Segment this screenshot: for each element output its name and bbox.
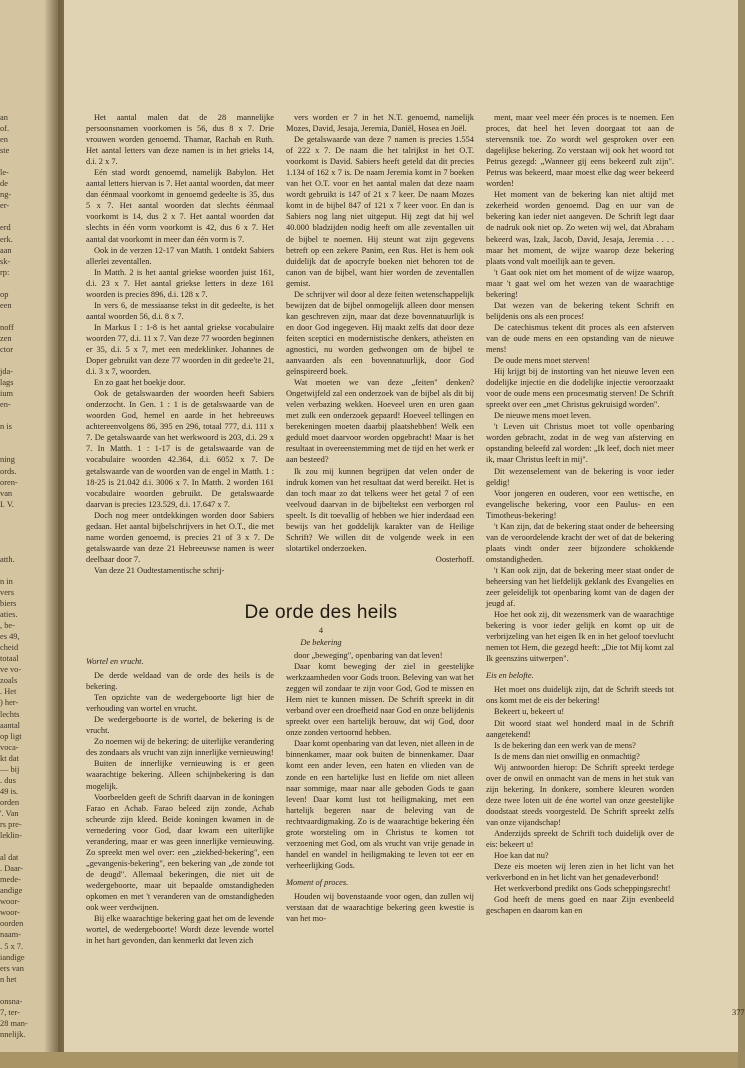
paragraph: Is de mens dan niet onwillig en onmachtig?	[494, 751, 640, 761]
paragraph: Bekeert u, bekeert u!	[494, 707, 565, 717]
paragraph: Ten opzichte van de wedergeboorte ligt hier de verhouding van wortel en vrucht.	[86, 693, 274, 714]
paragraph: Dit wezenselement van de bekering is voor ieder geldig!	[486, 466, 674, 487]
lower-column-1	[86, 650, 274, 946]
bottom-edge	[0, 1052, 738, 1068]
lower-column-2	[286, 650, 474, 924]
paragraph: In vers 6, de messiaanse tekst in dit gedeelte, is het aantal woorden 56, d.i. 8 x 7.	[86, 300, 274, 321]
paragraph: Ook de getalswaarden der woorden heeft Sabiers onderzocht. In Gen. 1 : 1 is de getalswaarde van de woorden God, hemel en aarde in het hebreeuws achtereenvolgens 86, 395 en 296, totaal 777, d.i. 111 x 7. De getalswaarde van het werkwoord is 203, d.i. 29 x 7. In Matth. 1 : 1-17 is de getalswaarde van de vocabulaire woorden 42.364, d.i. 6052 x 7. De getalswaarde van de woorden van de engel in Matth. 1 : 18-25 is 21.042 d.i. 3006 x 7. In Matth. 2 worden 161 vocabulaire woorden gebruikt. De getalswaarde daarvan is precies 123.529, d.i. 17.647 x 7.	[86, 389, 274, 509]
paragraph: In Matth. 2 is het aantal griekse woorden juist 161, d.i. 23 x 7. Het aantal griekse letters in deze 161 woorden is precies 896, d.i. 128 x 7.	[86, 267, 274, 299]
upper-column-1	[86, 112, 274, 576]
paragraph: Hij krijgt bij de instorting van het nieuwe leven een dodelijke injectie en die dodelijke injectie veroorzaakt voor de oude mens een procesmatig sterven! De Schrift spreekt over een „met Christus gekruisigd worden".	[486, 367, 674, 410]
paragraph: Doch nog meer ontdekkingen worden door Sabiers gedaan. Het aantal bijbelschrijvers in het O.T., die met name worden genoemd, is precies 21 of 3 x 7. De getalswaarde van deze 21 Hebreeuwse namen is weer deelbaar door 7.	[86, 510, 274, 564]
paragraph: In Markus I : 1-8 is het aantal griekse vocabulaire woorden 77, d.i. 11 x 7. Van deze 77 woorden beginnen er 35, d.i. 5 x 7, met een medeklinker. Johannes de Doper gebruikt van deze 77 woorden in dit gedee'te 21, d.i. 3 x 7, woorden.	[86, 322, 274, 377]
paragraph: De wedergeboorte is de wortel, de bekering is de vrucht.	[86, 715, 274, 736]
section-heading: Eis en belofte.	[486, 671, 534, 681]
section-heading: Moment of proces.	[286, 877, 349, 887]
upper-column-2	[286, 112, 474, 565]
paragraph: Het werkverbond predikt ons Gods scheppingsrecht!	[494, 884, 671, 894]
section-heading: Wortel en vrucht.	[86, 657, 144, 666]
paragraph: Het moment van de bekering kan niet altijd met zekerheid worden genoemd. Dag en uur van de bekering kan ieder niet aangeven. De Schrift legt daar de nadruk ook niet op. Zo weten wij wel, dat Abraham bekeerd was, Izak, Jacob, David, Jesaja, Jeremia . . . . maar het moment, de wijze waarop deze bekering plaats vond valt moeilijk aan te geven.	[486, 190, 674, 266]
paragraph: De catechismus tekent dit proces als een afsterven van de oude mens en een opstanding van de nieuwe mens!	[486, 322, 674, 354]
paragraph: Deze eis moeten wij leren zien in het licht van het verkverbond en in het licht van het genadeverbond!	[486, 862, 674, 883]
paragraph: De oude mens moet sterven!	[494, 356, 590, 366]
paragraph: De nieuwe mens moet leven.	[494, 411, 591, 421]
paragraph: Hoe kan dat nu?	[494, 851, 549, 861]
previous-page-text-fragments: an of. en ste le- de ng- er- erd erk. aan sk- rp: op een noff zen ctor jda- lags ium en- n is ning ords. oren- van I. V. atth. n in vers biers aties. , be- es 49, cheid totaal ve vo- zoals . Het ) her- lechts aantal op ligt voca- kt dat — bij . dus 49 is. orden '. Van rs pre- leklin- al dat . Daar- mede- andige woor- woor- oorden naam- . 5 x 7. iandige ers van n het onsna- 7, ter- 28 man- nnelijk.	[0, 113, 28, 1039]
paragraph: vers worden er 7 in het N.T. genoemd, namelijk Mozes, David, Jesaja, Jeremia, Daniël, Hosea en Joël.	[286, 113, 474, 134]
paragraph: 't Kan ook zijn, dat de bekering meer staat onder de beheersing van het liefdelijk geklank des Evangelies en zeer geleidelijk tot openbaring komt van de dagen der jeugd af.	[486, 565, 674, 609]
paragraph: Daar komt beweging der ziel in geestelijke werkzaamheden voor Gods troon. Beleving van wat het zeggen wil zondaar te zijn voor God, God te missen en Hem niet te kunnen missen. De Schrift spreekt in dit verband over een droefheid naar God en onze belijdenis spreekt over een hartelijk berouw, dat wij God, door onze zonden vertoornd hebben.	[286, 662, 474, 738]
paragraph: Dat wezen van de bekering tekent Schrift en belijdenis ons als een proces!	[486, 300, 674, 321]
paragraph: 't Gaat ook niet om het moment of de wijze waarop, maar 't gaat wel om het wezen van de waarachtige bekering!	[486, 267, 674, 299]
paragraph: Van deze 21 Oudtestamentische schrij-	[94, 565, 225, 575]
paragraph: Eén stad wordt genoemd, namelijk Babylon. Het aantal letters hiervan is 7. Het aantal woorden, dat meer dan éénmaal voorkomt in genoemd gedeelte is 35, dus 5 x 7. Het aantal woorden dat slechts éénmaal voorkomt is 14, dus 2 x 7. Het aantal woorden dat slechts in één vorm voorkomt is 42, dus 6 x 7. Het aantal dat voorkomt in meer dan één vorm is 7.	[86, 168, 274, 244]
paragraph: En zo gaat het boekje door.	[94, 378, 186, 388]
paragraph: Zo noemen wij de bekering: de uiterlijke verandering des zondaars als vrucht van zijn innerlijke vernieuwing!	[86, 737, 274, 758]
paragraph: Voor jongeren en ouderen, voor een wettische, en evangelische bekering, voor een Paulus- en een Timotheus-bekering!	[486, 488, 674, 520]
paragraph: door „beweging", openbaring van dat leven!	[294, 651, 443, 660]
paragraph: Is de bekering dan een werk van de mens?	[494, 740, 636, 750]
article-chapter-number: 4	[318, 626, 324, 635]
paragraph: De schrijver wil door al deze feiten wetenschappelijk bewijzen dat de bijbel onmogelijk alleen door mensen kan geschreven zijn, maar dat deze bovennatuurlijk is en door God ingegeven. Hij maakt zelfs dat door deze feiten sceptici en modernistische denkers, atheïsten en agnostici, nu worden gedwongen om de bijbel te aanvaarden als een bovennatuurlijk, door God geïnspireerd boek.	[286, 289, 474, 377]
right-column	[486, 112, 674, 916]
paragraph: Het aantal malen dat de 28 mannelijke persoonsnamen voorkomen is 56, dus 8 x 7. Drie vrouwen worden genoemd. Thamar, Rachab en Ruth. Het aantal letters van deze namen is in het grieks 14, d.i. 2 x 7.	[86, 113, 274, 167]
paragraph: 't Kan zijn, dat de bekering staat onder de beheersing van de veroordelende kracht der wet of dat de bekering plaats vindt onder zeer bijzondere schokkende omstandigheden.	[486, 521, 674, 564]
paragraph: Voorbeelden geeft de Schrift daarvan in de koningen Farao en Achab. Farao beleed zijn zonde, Achab scheurde zijn kleed. Beide koningen kwamen in de vernedering voor God, daar kwam een uiterlijke verandering, maar er was geen innerlijke vernieuwing. Zo spreekt men wel over: een „ziekbed-bekering", een „gevangenis-bekering", een bekering van „de zonde tot de deugd". Allemaal bekeringen, die niet uit de wedergeboorte, maar uit bepaalde omstandigheden opkomen en met 't veranderen van de omstandigheden ook weer verdwijnen.	[86, 792, 274, 913]
paragraph: Dit woord staat wel honderd maal in de Schrift aangetekend!	[486, 718, 674, 739]
article-title: De orde des heils	[244, 602, 398, 623]
paragraph: Houden wij bovenstaande voor ogen, dan zullen wij verstaan dat de waarachtige bekering geen kwestie is van het mo-	[286, 891, 474, 924]
paragraph: Wat moeten we van deze „feiten" denken? Ongetwijfeld zal een onderzoek van de bijbel als dit bij velen verbazing wekken. Hoeveel uren en uren gaan met zulk een onderzoek gepaard! Hoeveel tellingen en berekeningen moeten daarbij plaatshebben! Welk een geduld moet daarvoor worden opgebracht! Maar is het resultaat in overeenstemming met de tijd en het werk er aan besteed?	[286, 378, 474, 465]
author-signature: Oosterhoff.	[435, 554, 474, 564]
paragraph: Het moet ons duidelijk zijn, dat de Schrift steeds tot ons komt met de eis der bekering!	[486, 685, 674, 706]
paragraph: Buiten de innerlijke vernieuwing is er geen waarachtige bekering. Alleen schijnbekering is dan mogelijk.	[86, 759, 274, 791]
magazine-page	[64, 0, 745, 1068]
paragraph: De getalswaarde van deze 7 namen is precies 1.554 of 222 x 7. De naam die het talrijkst in het O.T. voorkomt is David. Sabiers heeft geteld dat dit precies 1.134 of 162 x 7 is. De naam Jeremia komt in 7 boeken van het O.T. voor en het aantal malen dat deze naam wordt gebruikt is 147 of 21 x 7 keer. De naam Mozes komt in de bijbel 847 of 121 x 7 keer voor. En dan is Sabiers nog lang niet uitgeput. Hij zegt dat hij wel 40.000 bladzijden nodig heeft om alle zeventallen uit de bijbel te noemen. Hij steunt wat zijn gegevens betreft op een zekere Panim, een Rus. Het is hem ook duidelijk dat de apocryfe boeken niet behoren tot de canon van de bijbel, want hier worden de zeventallen gemist.	[286, 135, 474, 288]
paragraph: 't Leven uit Christus moet tot volle openbaring worden gebracht, zodat in de weg van afsterving en opstanding beleefd zal worden: „Ik leef, doch niet meer ik, maar Christus leeft in mij".	[486, 422, 674, 465]
paragraph: Anderzijds spreekt de Schrift toch duidelijk over de eis: bekeert u!	[486, 829, 674, 850]
paragraph: Bij elke waarachtige bekering gaat het om de levende wortel, de wedergeboorte! Wordt deze levende wortel in het hart gevonden, dan kenmerkt dat leven zich	[86, 914, 274, 946]
paragraph: Wij antwoorden hierop: De Schrift spreekt terdege over de onwil en onmacht van de mens in het stuk van zijn bekering. In donkere, sombere kleuren worden deze twee loten uit de éne wortel van onze geestelijke doodstaat steeds voorgesteld. De Schrift spreekt zelfs van onze vijandschap!	[486, 762, 674, 827]
paragraph: ment, maar veel meer één proces is te noemen. Een proces, dat heel het leven doorgaat tot aan de stervensnik toe. Zo wordt wel gesproken over een dagelijkse bekering. Zo verstaan wij ook het woord tot Petrus gezegd: „Wanneer gij eens bekeerd zult zijn". Petrus was bekeerd, maar moest elke dag weer bekeerd worden!	[486, 113, 674, 189]
paragraph: Hoe het ook zij, dit wezensmerk van de waarachtige bekering is voor ieder gelijk en komt op uit de verbrijzeling van het eigen Ik en in het geloof toevlucht nemen tot Hem, die gezegd heeft: „Die tot Mij komt zal Ik geenszins uitwerpen".	[486, 610, 674, 664]
paragraph: God heeft de mens goed en naar Zijn evenbeeld geschapen en daarom kan en	[486, 895, 674, 916]
page-number: 377	[732, 1008, 745, 1017]
paragraph: Ik zou mij kunnen begrijpen dat velen onder de indruk komen van het resultaat dat werd bereikt. Het is dan toch maar zo dat telkens weer het getal 7 of een veelvoud daarvan in de bijbeltekst een verborgen rol speelt. Is dit toevallig of hebben we hier inderdaad een bewijs van het goddelijk karakter van de Heilige Schrift? We willen dit de volgende week in een slotartikel onderzoeken.	[286, 466, 474, 553]
paragraph: De derde weldaad van de orde des heils is de bekering.	[86, 671, 274, 692]
paragraph: Daar komt openbaring van dat leven, niet alleen in de binnenkamer, maar ook buiten de binnenkamer. Daar komt een ander leven, een haten en vlieden van de zonde en een hartelijke lust en liefde om niet alleen naar sommige, maar naar alle geboden Gods te gaan leven! Daar komt lust tot heiligmaking, met een hartelijk begeren naar de beleving van de rechtvaardigmaking. Zo is de waarachtige bekering één grote worsteling om in Christus te komen tot verzoening met God, om als vrucht van vrije genade in handel en wandel in heiligmaking te leven tot eer en verheerlijking Gods.	[286, 739, 474, 870]
paragraph: Ook in de verzen 12-17 van Matth. 1 ontdekt Sabiers allerlei zeventallen.	[86, 245, 274, 266]
article-subtitle: De bekering	[300, 638, 342, 647]
